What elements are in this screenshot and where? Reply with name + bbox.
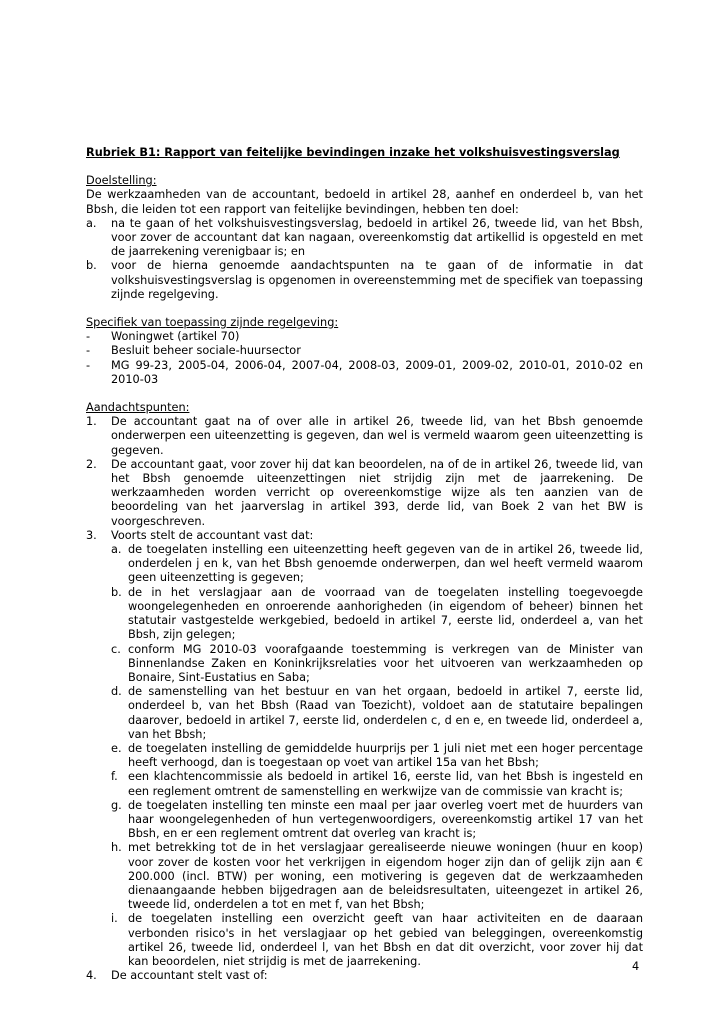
sub-list-item	[86, 685, 643, 742]
list-text: voor de hierna genoemde aandachtspunten na te gaan of de informatie in dat volkshuisvestingsverslag is opgenomen in overeenstemming met de specifiek van toepassing zijnde regelgeving.	[111, 259, 643, 301]
sub-list-marker: a.	[111, 543, 122, 557]
sub-list-text: de in het verslagjaar aan de voorraad van de toegelaten instelling toegevoegde woongelegenheden en onroerende aanhorigheden (in eigendom of beheer) binnen het statutair vastgestelde werkgebied, bedoeld in artikel 7, eerste lid, onderdeel a, van het Bbsh, zijn gelegen;	[128, 585, 643, 642]
list-marker: a.	[86, 216, 97, 230]
sub-list-item	[86, 841, 643, 912]
list-marker: -	[86, 358, 91, 372]
sub-list-text: met betrekking tot de in het verslagjaar gerealiseerde nieuwe woningen (huur en koop) voor zover de kosten voor het verkrijgen in eigendom hoger zijn dan of gelijk zijn aan € 200.000 (incl. BTW) per woning, een motivering is gegeven dat de werkzaamheden dienaangaande hebben bijgedragen aan de beleidsresultaten, uiteengezet in artikel 26, tweede lid, onderdelen a tot en met f, van het Bbsh;	[128, 841, 643, 912]
list-item	[86, 344, 643, 358]
regelgeving-section	[86, 316, 643, 387]
sub-list-marker: c.	[111, 642, 121, 656]
list-text: De accountant stelt vast of:	[111, 969, 268, 983]
list-marker: 2.	[86, 457, 97, 471]
list-item	[86, 529, 643, 543]
sub-list-item	[86, 742, 643, 770]
sub-list-item	[86, 543, 643, 586]
sub-list-item	[86, 770, 643, 798]
sub-list-marker: f.	[111, 770, 118, 784]
list-marker: -	[86, 330, 91, 344]
sub-list-text: de toegelaten instelling de gemiddelde huurprijs per 1 juli niet met een hoger percentage heeft verhoogd, dan is toegestaan op voet van artikel 15a van het Bbsh;	[128, 741, 643, 770]
list-marker: -	[86, 344, 91, 358]
list-marker: b.	[86, 259, 97, 273]
sub-list-text: de samenstelling van het bestuur en van het orgaan, bedoeld in artikel 7, eerste lid, onderdeel b, van het Bbsh (Raad van Toezicht), voldoet aan de statutaire bepalingen daarover, bedoeld in artikel 7, eerste lid, onderdelen c, d en e, en tweede lid, onderdeel a, van het Bbsh;	[128, 685, 643, 741]
regelgeving-heading: Specifiek van toepassing zijnde regelgeving:	[86, 316, 339, 330]
list-text: Besluit beheer sociale-huursector	[111, 344, 301, 358]
sub-list-text: de toegelaten instelling een uiteenzetting heeft gegeven van de in artikel 26, tweede lid, onderdelen j en k, van het Bbsh genoemde onderwerpen, dan wel heeft vermeld waarom geen uiteenzetting is gegeven;	[128, 543, 643, 585]
sub-list-marker: d.	[111, 685, 122, 699]
list-text: De accountant gaat na of over alle in artikel 26, tweede lid, van het Bbsh genoemde onderwerpen een uiteenzetting is gegeven, dan wel is vermeld waarom geen uiteenzetting is gegeven.	[111, 415, 643, 457]
doelstelling-section	[86, 174, 643, 302]
sub-list-item	[86, 586, 643, 643]
doelstelling-heading: Doelstelling:	[86, 174, 157, 188]
section-title: Rubriek B1: Rapport van feitelijke bevindingen inzake het volkshuisvestingsverslag	[86, 146, 620, 159]
document-body	[86, 146, 643, 997]
list-text: MG 99-23, 2005-04, 2006-04, 2007-04, 2008-03, 2009-01, 2009-02, 2010-01, 2010-02 en 2010-03	[111, 358, 643, 386]
list-text: Woningwet (artikel 70)	[111, 330, 240, 344]
list-marker: 1.	[86, 415, 97, 429]
sub-list-item	[86, 912, 643, 969]
page-number: 4	[632, 960, 640, 973]
sub-list-marker: i.	[111, 912, 118, 926]
list-item	[86, 217, 643, 260]
list-item	[86, 415, 643, 458]
sub-list-text: een klachtencommissie als bedoeld in artikel 16, eerste lid, van het Bbsh is ingesteld en een reglement omtrent de samenstelling en werkwijze van de commissie van kracht is;	[128, 770, 643, 798]
sub-list-item	[86, 799, 643, 842]
list-item	[86, 969, 643, 983]
sub-list-marker: e.	[111, 741, 122, 755]
sub-list-marker: g.	[111, 798, 122, 812]
list-text: De accountant gaat, voor zover hij dat kan beoordelen, na of de in artikel 26, tweede lid, van het Bbsh genoemde uiteenzettingen niet strijdig zijn met de jaarrekening. De werkzaamheden worden verricht op overeenkomstige wijze als ten aanzien van de beoordeling van het jaarverslag in artikel 393, derde lid, van Boek 2 van het BW is voorgeschreven.	[111, 457, 643, 528]
sub-list-text: conform MG 2010-03 voorafgaande toestemming is verkregen van de Minister van Binnenlandse Zaken en Koninkrijksrelaties voor het uitvoeren van werkzaamheden op Bonaire, Sint-Eustatius en Saba;	[128, 642, 643, 684]
list-marker: 3.	[86, 528, 97, 542]
sub-list-text: de toegelaten instelling een overzicht geeft van haar activiteiten en de daaraan verbonden risico's in het verslagjaar op het gebied van beleggingen, overeenkomstig artikel 26, tweede lid, onderdeel l, van het Bbsh en dat dit overzicht, voor zover hij dat kan beoordelen, niet strijdig is met de jaarrekening.	[128, 912, 643, 968]
aandachtspunten-section	[86, 401, 643, 983]
sub-list-item	[86, 643, 643, 686]
sub-list-marker: b.	[111, 585, 122, 599]
sub-list-marker: h.	[111, 841, 122, 855]
list-item	[86, 259, 643, 302]
list-text: na te gaan of het volkshuisvestingsverslag, bedoeld in artikel 26, tweede lid, van het Bbsh, voor zover de accountant dat kan nagaan, overeenkomstig dat artikellid is opgesteld en met de jaarrekening verenigbaar is; en	[111, 216, 643, 259]
list-item	[86, 458, 643, 529]
list-item	[86, 359, 643, 387]
aandachtspunten-heading: Aandachtspunten:	[86, 401, 190, 415]
doelstelling-intro: De werkzaamheden van de accountant, bedoeld in artikel 28, aanhef en onderdeel b, van het Bbsh, die leiden tot een rapport van feitelijke bevindingen, hebben ten doel:	[86, 188, 643, 216]
list-item	[86, 330, 643, 344]
sub-list-text: de toegelaten instelling ten minste een maal per jaar overleg voert met de huurders van haar woongelegenheden of hun vertegenwoordigers, overeenkomstig artikel 17 van het Bbsh, en er een reglement omtrent dat overleg van kracht is;	[128, 798, 643, 841]
list-marker: 4.	[86, 969, 97, 983]
list-text: Voorts stelt de accountant vast dat:	[111, 528, 314, 542]
